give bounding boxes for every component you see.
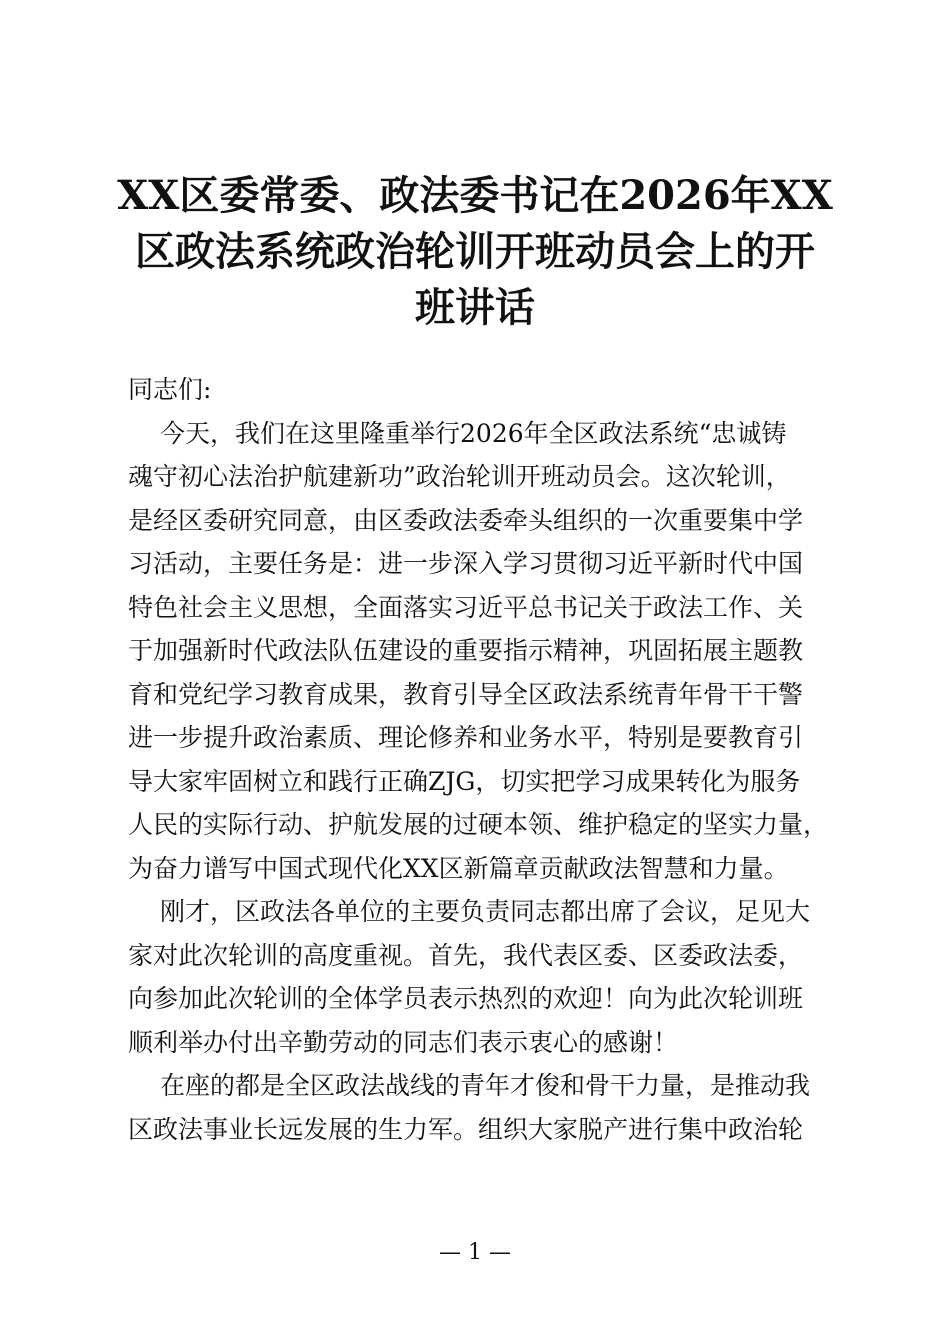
paragraph-line: 魂守初心法治护航建新功”政治轮训开班动员会。这次轮训， [128, 462, 791, 491]
paragraph-line: 人民的实际行动、护航发展的过硬本领、维护稳定的坚实力量， [128, 810, 829, 839]
salutation [128, 368, 828, 412]
page-number: — 1 — [439, 1240, 511, 1265]
paragraph-line: 于加强新时代政法队伍建设的重要指示精神，巩固拓展主题教 [128, 636, 804, 665]
paragraph-1 [128, 412, 828, 891]
title-line-2: 区政法系统政治轮训开班动员会上的开 [135, 228, 815, 275]
paragraph-line: 特色社会主义思想，全面落实习近平总书记关于政法工作、关 [128, 592, 804, 622]
paragraph-2 [128, 890, 828, 1064]
paragraph-line: 顺利举办付出辛勤劳动的同志们表示衷心的感谢！ [128, 1027, 679, 1057]
paragraph-line: 习活动，主要任务是：进一步深入学习贯彻习近平新时代中国 [128, 549, 804, 578]
document-body [128, 368, 828, 1151]
paragraph-line: 进一步提升政治素质、理论修养和业务水平，特别是要教育引 [128, 723, 804, 752]
salutation-text: 同志们: [128, 375, 212, 404]
title-line-1: XX区委常委、政法委书记在2026年XX [117, 172, 833, 219]
paragraph-line: 导大家牢固树立和践行正确ZJG，切实把学习成果转化为服务 [128, 766, 801, 796]
paragraph-line: 为奋力谱写中国式现代化XX区新篇章贡献政法智慧和力量。 [128, 853, 789, 883]
paragraph-line: 育和党纪学习教育成果，教育引导全区政法系统青年骨干干警 [128, 679, 804, 709]
paragraph-line: 家对此次轮训的高度重视。首先，我代表区委、区委政法委， [128, 940, 804, 970]
paragraph-line: 刚才，区政法各单位的主要负责同志都出席了会议，足见大 [160, 897, 811, 926]
paragraph-line: 是经区委研究同意，由区委政法委牵头组织的一次重要集中学 [128, 505, 804, 535]
paragraph-line: 向参加此次轮训的全体学员表示热烈的欢迎！向为此次轮训班 [128, 984, 804, 1013]
paragraph-3 [128, 1064, 828, 1151]
document-title [110, 168, 840, 336]
paragraph-line: 在座的都是全区政法战线的青年才俊和骨干力量，是推动我 [160, 1071, 811, 1100]
paragraph-line: 今天，我们在这里隆重举行2026年全区政法系统“忠诚铸 [160, 418, 787, 448]
title-line-3: 班讲话 [415, 284, 535, 331]
paragraph-line: 区政法事业长远发展的生力军。组织大家脱产进行集中政治轮 [128, 1114, 804, 1144]
